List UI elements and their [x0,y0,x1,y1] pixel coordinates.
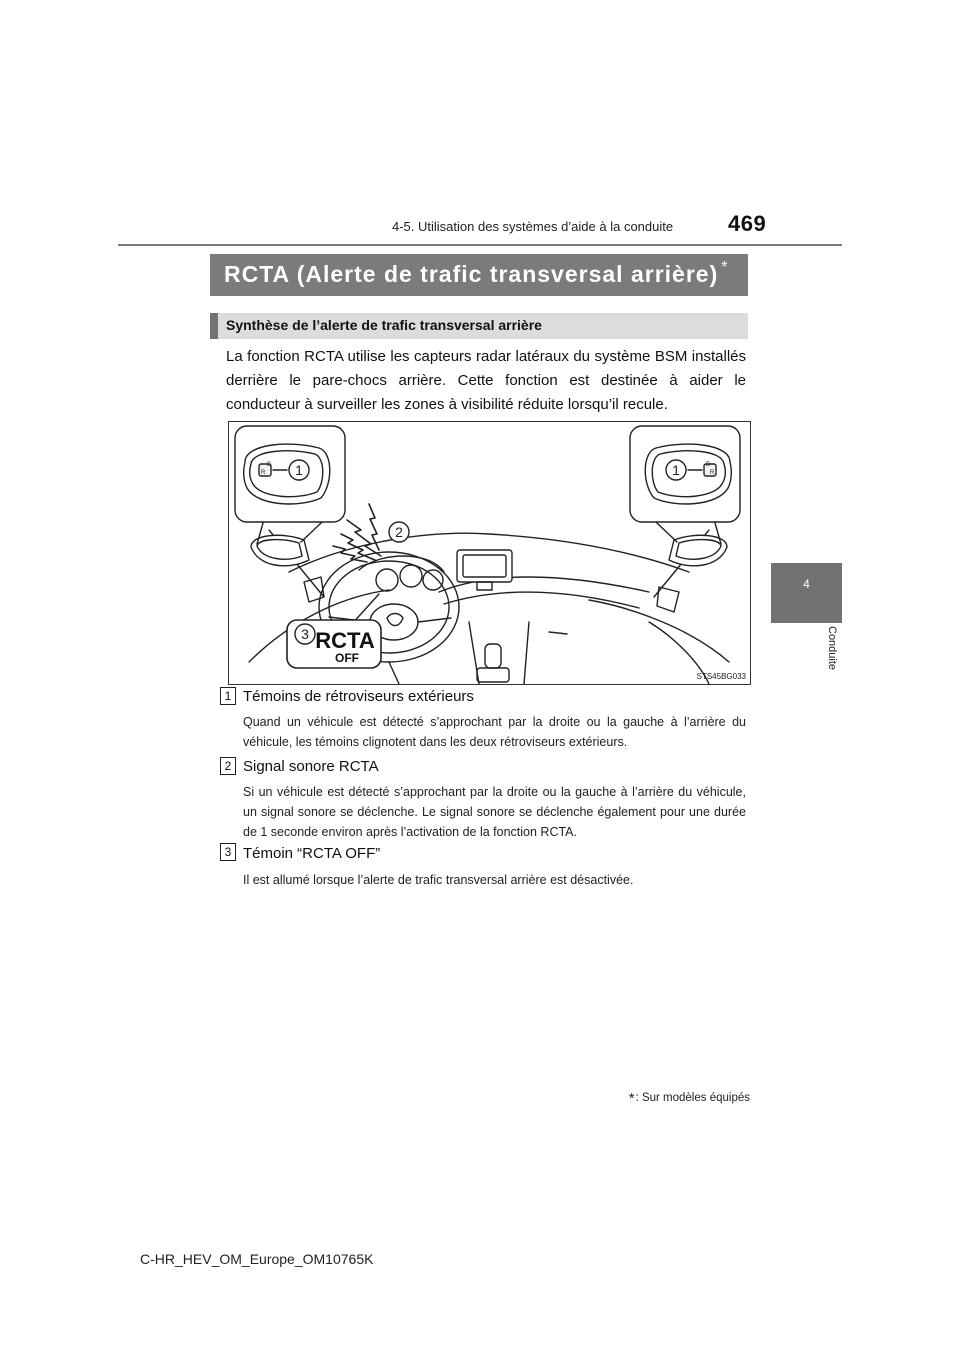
item-3-description: Il est allumé lorsque l’alerte de trafic transversal arrière est désactivée. [243,873,634,887]
console-right [524,622,529,684]
header-rule [118,244,842,246]
figure-code: STS45BG033 [696,672,746,681]
rcta-indicator-line2: OFF [335,651,359,665]
display-stand [477,582,492,590]
gear-base [477,668,509,682]
right-callout-1-label: 1 [672,462,680,478]
page-number: 469 [728,211,767,236]
buzzer-zigzag-top [347,520,381,556]
rcta-indicator-line1: RCTA [315,628,375,653]
chapter-number: 4 [803,577,810,591]
section-reference: 4-5. Utilisation des systèmes d’aide à la conduite [392,219,674,234]
right-vent [657,587,679,612]
subtitle: Synthèse de l’alerte de trafic transversal arrière [226,317,542,333]
item-2-description: Si un véhicule est détecté s’approchant par la droite ou la gauche à l’arrière du véhicule, un signal sonore se déclenche. Le signal sonore se déclenche également pour une durée de 1 seconde environ après l’activation de la fonction RCTA. [243,785,746,839]
item-1-number: 1 [220,687,236,705]
left-callout-1-label: 1 [295,462,303,478]
gauge-right [423,570,443,590]
page-title [224,261,728,288]
intro-paragraph: La fonction RCTA utilise les capteurs radar latéraux du système BSM installés derrière le pare-chocs arrière. Cette fonction est destinée à aider le conducteur à surveiller les zones à visibilité réduite lorsqu’il recule. [226,348,746,413]
left-mirror-letter-b: B [267,462,272,468]
footnote-star: * [628,1090,635,1107]
left-zoom-mirror [244,444,330,504]
callout-2-label: 2 [395,524,403,540]
right-mirror-letter-r: R [710,470,715,476]
dashboard-ridge-2 [444,592,639,608]
item-1-description: Quand un véhicule est détecté s’approchant par la droite ou la gauche à l’arrière du véhicule, les témoins clignotent dans les deux rétroviseurs extérieurs. [243,715,746,749]
item-3-title: Témoin “RCTA OFF” [243,845,381,862]
glovebox-slot [549,632,567,634]
page-title-text: RCTA (Alerte de trafic transversal arrière) [224,261,719,287]
gauge-left [376,569,398,591]
item-3-number: 3 [220,843,236,861]
chapter-label: Conduite [826,626,838,671]
subtitle-accent [210,313,218,339]
gear-lever [485,644,501,668]
footnote [590,1088,750,1105]
right-mirror-letter-b: B [706,462,711,468]
dashboard-illustration [228,421,751,685]
item-2-title: Signal sonore RCTA [243,758,379,775]
buzzer-zigzag-mid [341,534,375,560]
subtitle-bar [210,313,748,339]
callout-3-label: 3 [301,626,309,642]
steering-column [389,662,399,684]
left-mirror-letter-r: R [261,470,266,476]
title-bar [210,254,748,296]
left-vent [304,577,324,602]
dashboard-drawing [229,422,750,684]
right-zoom-mirror [645,444,731,504]
item-2-number: 2 [220,757,236,775]
document-code: C-HR_HEV_OM_Europe_OM10765K [140,1251,374,1267]
footnote-text: : Sur modèles équipés [635,1092,750,1104]
dashboard-lower-right [589,600,729,662]
item-1-title: Témoins de rétroviseurs extérieurs [243,688,474,705]
gauge-center [400,565,422,587]
chapter-tab [771,563,842,623]
title-footnote-star: * [721,259,729,276]
